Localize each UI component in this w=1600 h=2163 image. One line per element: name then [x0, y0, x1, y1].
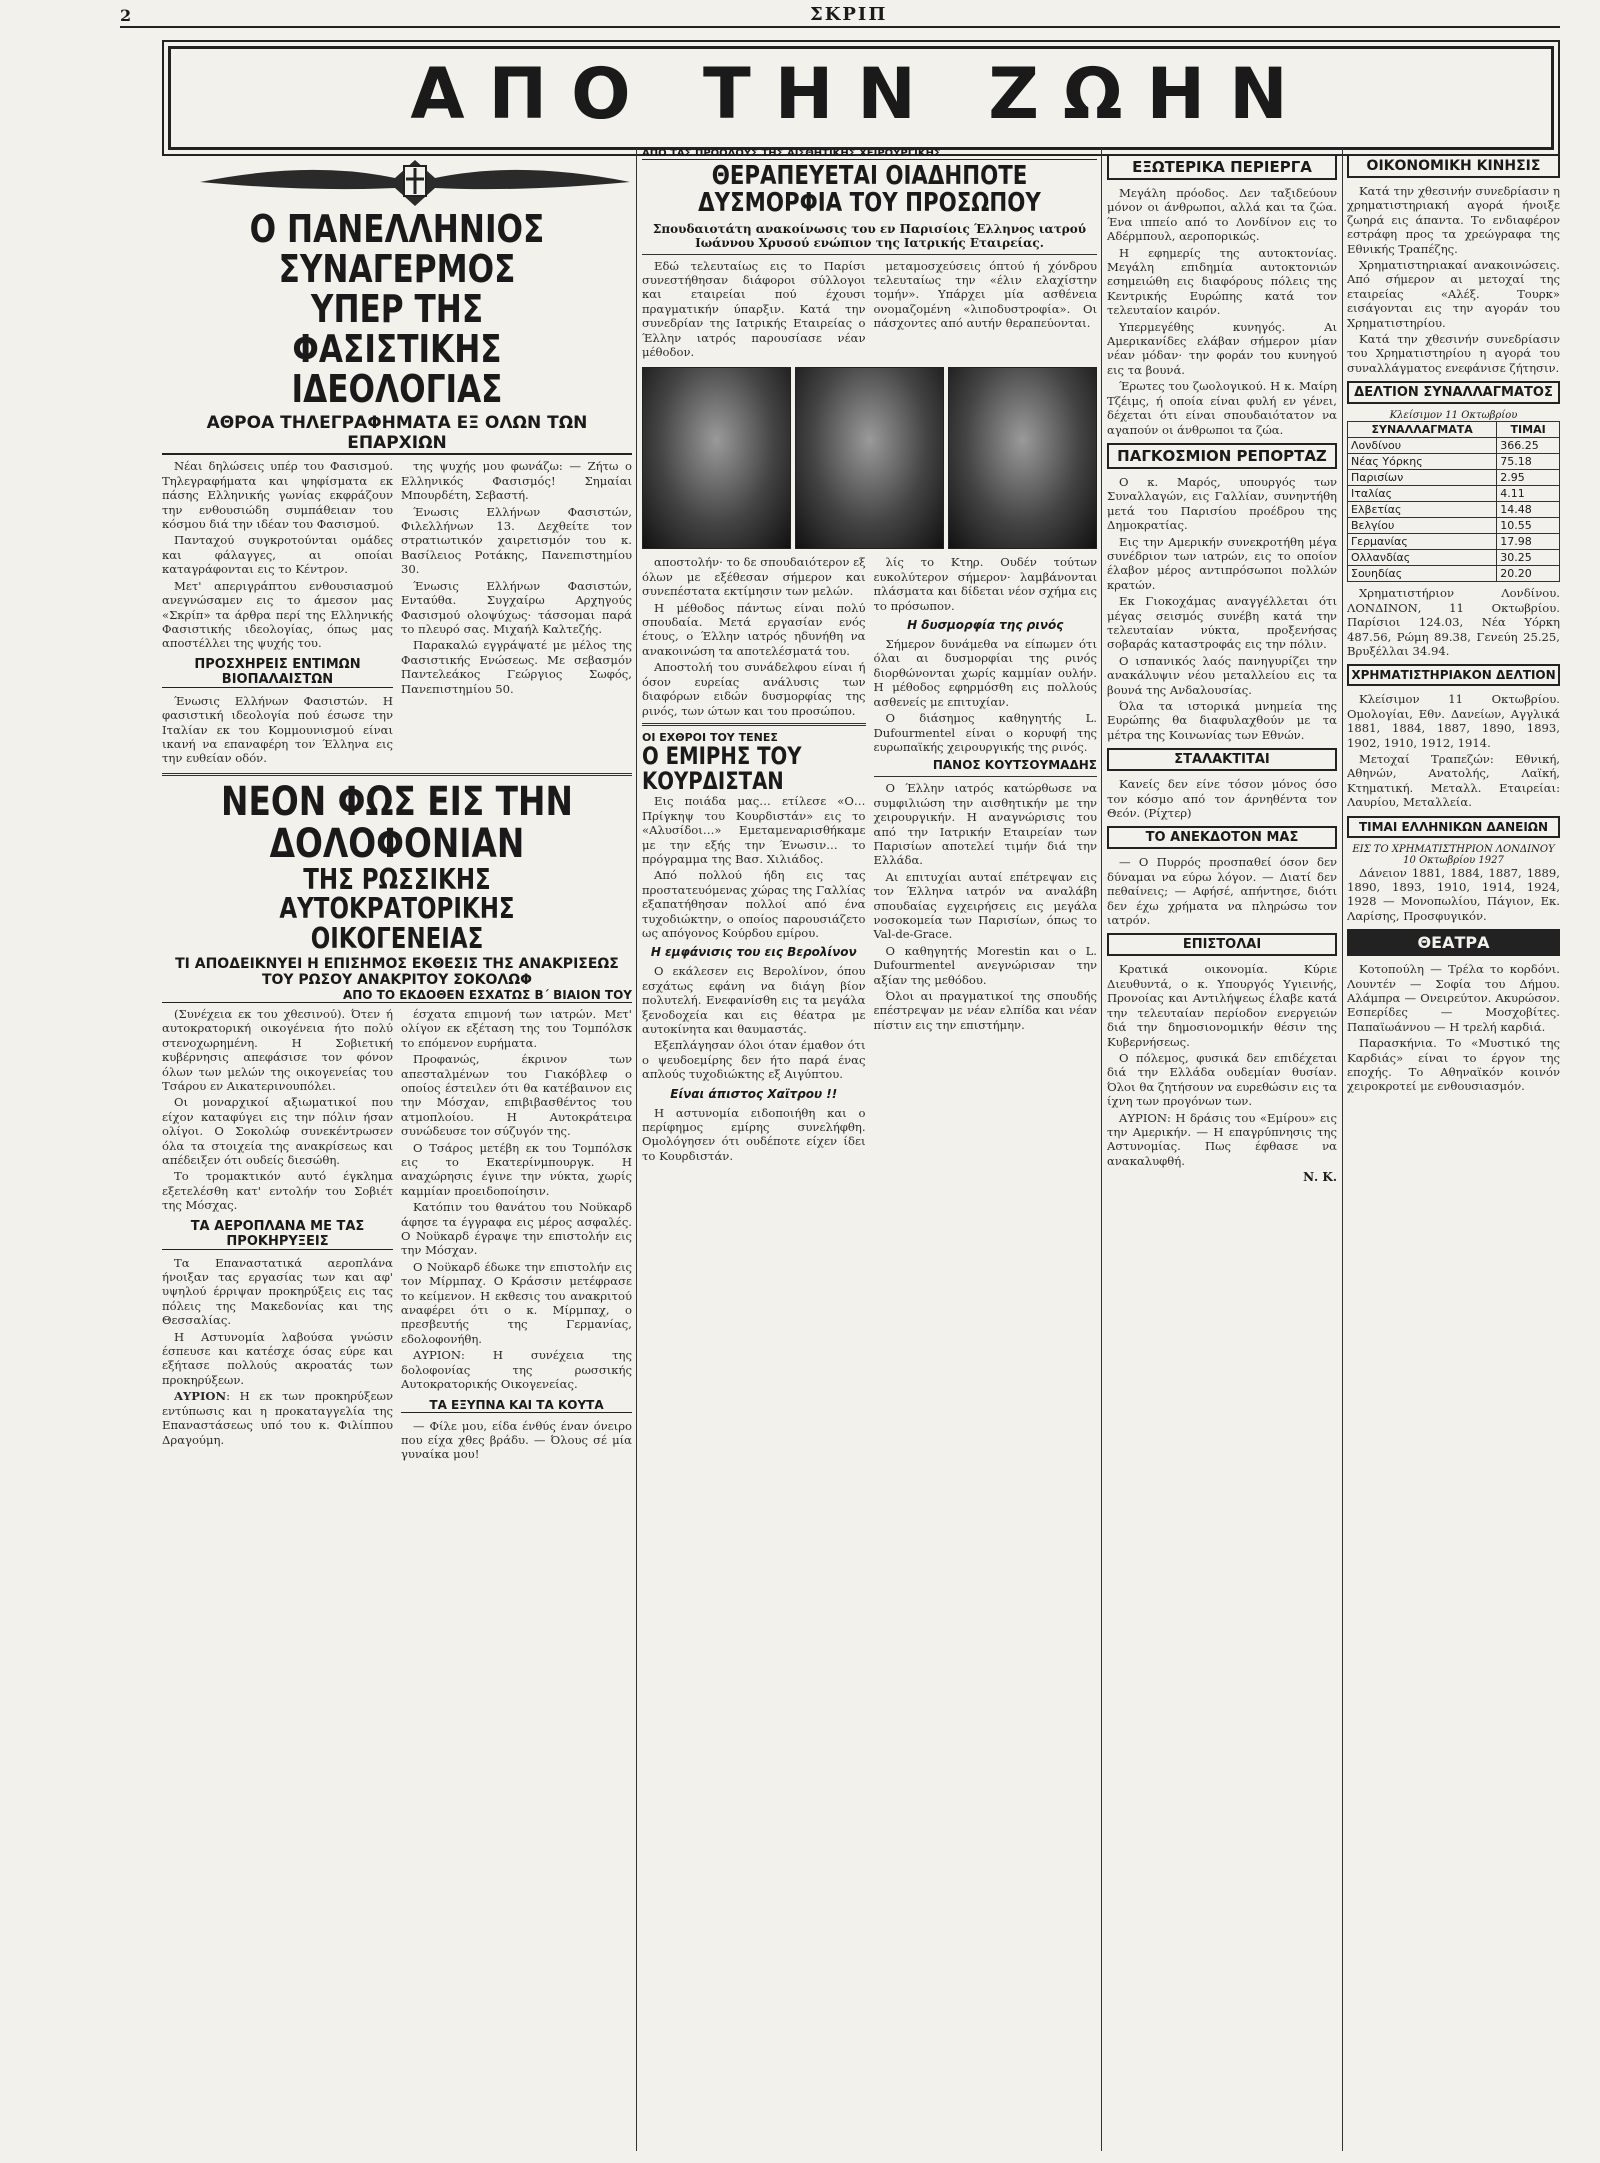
body-text: μεταμοσχεύσεις όπτού ή χόνδρου τελευταίως την «έλιν ελαχίστην τομήν». Υπάρχει μία ασθένεια ονομαζομένη «λιποδυστροφία». Οι πάσχοντες από αυτήν θεραπεύονται. — [873, 258, 1097, 331]
page-number: 2 — [120, 6, 132, 25]
author: ΠΑΝΟΣ ΚΟΥΤΣΟΥΜΑΔΗΣ — [932, 758, 1097, 773]
column-rule — [636, 148, 637, 2151]
subhead-sokolof: ΤΙ ΑΠΟΔΕΙΚΝΥΕΙ Η ΕΠΙΣΗΜΟΣ ΕΚΘΕΣΙΣ ΤΗΣ ΑΝΑΚΡΙΣΕΩΣ ΤΟΥ ΡΩΣΟΥ ΑΝΑΚΡΙΤΟΥ ΣΟΚΟΛΩΦ — [175, 955, 619, 988]
body-text: Ο εκάλεσεν εις Βερολίνον, όπου εσχάτως εφάνη να διάγη βίον πολυτελή. Ενεφανίσθη εις τα μεγάλα ξενοδοχεία και εις θέατρα με αυτοκίνητα και θαυμαστάς. — [642, 964, 866, 1036]
banner-title: ΑΠΟ ΤΗΝ ΖΩΗΝ — [410, 53, 1312, 135]
body-text: έσχατα επιμονή των ιατρών. Μετ' ολίγον εκ εξέταση της του Τομπόλσκ το επόμενον ευρήματα. — [401, 1006, 632, 1050]
kicker: ΑΠΟ ΤΑΣ ΠΡΟΟΔΟΥΣ ΤΗΣ ΑΙΣΘΗΤΙΚΗΣ ΧΕΙΡΟΥΡΓΙΚΗΣ — [642, 148, 1097, 160]
subhead-aeroplana: ΤΑ ΑΕΡΟΠΛΑΝΑ ΜΕ ΤΑΣ ΠΡΟΚΗΡΥΞΕΙΣ — [162, 1219, 393, 1250]
body-text: Η εφημερίς της αυτοκτονίας. Μεγάλη επιδημία αυτοκτονιών εσημειώθη εις διαφόρους πόλεις της Κεντρικής Ευρώπης κατά τον τελευταίον καιρόν. — [1107, 245, 1337, 318]
body-text: Εδώ τελευταίως εις το Παρίσι συνεστήθησαν διάφοροι σύλλογοι και εταιρείαι πού έχουσι πραγματικήν ύπαρξιν. Κατά την συνεδρίαν της Ιατρικής Εταιρείας ο Έλλην ιατρός παρουσίασε νέαν μέθοδον. — [642, 258, 866, 360]
headline-emiris: Ο ΕΜΙΡΗΣ ΤΟΥ ΚΟΥΡΔΙΣΤΑΝ — [642, 741, 802, 796]
column-right-2 — [1347, 148, 1560, 2153]
exchange-table — [1347, 421, 1560, 582]
kicker-emiris: ΟΙ ΕΧΘΡΟΙ ΤΟΥ ΤΕΝΕΣ — [642, 730, 778, 744]
body-text: Σήμερον δυνάμεθα να είπωμεν ότι όλαι αι δυσμορφίαι της ρινός διορθώνονται χωρίς καμμίαν ουλήν. Η μέθοδος εφηρμόσθη εις πολλούς ασθενείς με επιτυχίαν. — [873, 637, 1097, 709]
body-text: Χρηματιστηριακαί ανακοινώσεις. Από σήμερον αι μετοχαί της εταιρείας «Αλέξ. Τουρκ» εισάγονται εις την αγοράν του Χρηματιστηρίου. — [1347, 258, 1560, 330]
subhead-apistos: Είναι άπιστος Χαϊτρου !! — [670, 1086, 838, 1101]
page-header — [120, 6, 1560, 28]
headline-rossikis: ΤΗΣ ΡΩΣΣΙΚΗΣ ΑΥΤΟΚΡΑΤΟΡΙΚΗΣ ΟΙΚΟΓΕΝΕΙΑΣ — [279, 862, 515, 955]
body-text: ΑΥΡΙΟΝ: Η εκ των προκηρύξεων εντύπωσις και η προκαταγγελία της Επαναστάσεως υπό του κ. Φιλίππου Δραγούμη. — [162, 1389, 393, 1447]
table-header: ΤΙΜΑΙ — [1497, 422, 1560, 438]
body-text: — Ο Πυρρός προσπαθεί όσον δεν δύναμαι να εύρω λόγον. — Διατί δεν πεθαίνεις; — Αφήσέ, απήντησε, διότι δεν έχω χρήματα να πληρώσω τον ιατρόν. — [1107, 855, 1337, 928]
table-row — [1348, 486, 1560, 502]
table-cell: 4.11 — [1497, 486, 1560, 502]
body-text: Η Αστυνομία λαβούσα γνώσιν έσπευσε και κατέσχε όσας εύρε και εξήτασε πολλούς ακροατάς των προκηρύξεων. — [162, 1329, 393, 1387]
body-text: Κοτοπούλη — Τρέλα το κορδόνι. Λουντέν — Σοφία του Δήμου. Αλάμπρα — Ονειρεύτον. Ακυρώσον. Εσπερίδες — Μοσχοβίτες. Παπαϊωάννου — Η τρελή καρδιά. — [1347, 962, 1560, 1034]
photo-face-2 — [795, 367, 944, 549]
body-text: Εις ποιάδα μας… ετίλεσε «Ο… Πρίγκηψ του Κουρδιστάν» εις το «Αλυσίδοι…» Εμεταμεναρισθήκαμε με την εξής την Ένωσιν… το πρόγραμμα της Βασ. Χιλιάδος. — [642, 794, 866, 866]
table-row — [1348, 454, 1560, 470]
deck: Σπουδαιοτάτη ανακοίνωσις του εν Παρισίοις Έλληνος ιατρού Ιωάννου Χρυσού ενώπιον της Ιατρικής Εταιρείας. — [652, 221, 1087, 250]
table-row — [1348, 518, 1560, 534]
body-text: Ο κ. Μαρός, υπουργός των Συναλλαγών, εις Γαλλίαν, συνηντήθη μετά του Παρισίου προέδρου της Δημοκρατίας. — [1107, 474, 1337, 533]
section-synallagmatos: ΔΕΛΤΙΟΝ ΣΥΝΑΛΛΑΓΜΑΤΟΣ — [1347, 381, 1560, 404]
table-cell: 2.95 — [1497, 470, 1560, 486]
signature: Ν. Κ. — [1303, 1170, 1337, 1185]
body-text: Εξεπλάγησαν όλοι όταν έμαθον ότι ο ψευδοεμίρης δεν ήτο παρά ένας απλούς τυχοδιώκτης εξ Αιγύπτου. — [642, 1038, 866, 1082]
table-cell: Σουηδίας — [1348, 566, 1497, 582]
body-text: Ο καθηγητής Morestin και ο L. Dufourmentel ανεγνώρισαν την αξίαν της μεθόδου. — [873, 943, 1097, 987]
body-text: Παρακαλώ εγγράψατέ με μέλος της Φασιστικής Ενώσεως. Με σεβασμόν Παντελεάκος Γεώργιος Σωφός, Πανεπιστημίου 50. — [401, 638, 632, 696]
subhead-exypna: ΤΑ ΕΞΥΠΝΑ ΚΑΙ ΤΑ ΚΟΥΤΑ — [401, 1398, 632, 1413]
body-text: Πανταχού συγκροτούνται ομάδες και φάλαγγες, αι οποίαι καταγράφονται εις το Κέντρον. — [162, 533, 393, 577]
body-text: Μετοχαί Τραπεζών: Εθνική, Αθηνών, Ανατολής, Λαϊκή, Κτηματική. Μεταλλ. Εταιρείαι: Λαυρίου, Μεταλλεία. — [1347, 751, 1560, 810]
column-rule — [1342, 148, 1343, 2151]
photo-faces — [642, 367, 1097, 549]
section-deltion: ΧΡΗΜΑΤΙΣΤΗΡΙΑΚΟΝ ΔΕΛΤΙΟΝ — [1347, 664, 1560, 686]
subhead-rinos: Η δυσμορφία της ρινός — [907, 618, 1064, 633]
body-text: Ο διάσημος καθηγητής L. Dufourmentel είναι ο κορυφή της ευρωπαϊκής χειρουργικής της ρινός. — [873, 711, 1097, 754]
table-cell: 14.48 — [1497, 502, 1560, 518]
body-text: Όλοι αι πραγματικοί της σπουδής επέστρεψαν με νέαν ελπίδα και νέαν πίστιν εις την επιστήμην. — [873, 989, 1097, 1032]
table-cell: Γερμανίας — [1348, 534, 1497, 550]
column-left — [162, 210, 632, 2153]
table-row — [1348, 550, 1560, 566]
photo-face-3 — [948, 367, 1097, 549]
section-banner — [168, 46, 1554, 150]
eagle-emblem-icon — [190, 152, 640, 212]
table-cell: Ελβετίας — [1348, 502, 1497, 518]
masthead: ΣΚΡΙΠ — [810, 4, 888, 25]
table-cell: Βελγίου — [1348, 518, 1497, 534]
section-epistolai: ΕΠΙΣΤΟΛΑΙ — [1107, 933, 1337, 956]
table-cell: 75.18 — [1497, 454, 1560, 470]
headline-fasistikis: ΥΠΕΡ ΤΗΣ ΦΑΣΙΣΤΙΚΗΣ ΙΔΕΟΛΟΓΙΑΣ — [291, 286, 503, 411]
body-text: Ο Νοϋκαρδ έδωκε την επιστολήν εις τον Μίρμπαχ. Ο Κράσσιν μετέφρασε το κείμενον. Η εκθεσις του ανακριτού αναφέρει ότι ο κ. Μίρμπαχ, ο πρεσβευτής της Γερμανίας, εδολοφονήθη. — [401, 1259, 632, 1346]
table-row — [1348, 534, 1560, 550]
body-text: Ο ισπανικός λαός πανηγυρίζει την ανακάλυψιν νέου μεταλλείου εις τα βουνά της Ανδαλουσίας. — [1107, 653, 1337, 697]
column-center — [642, 148, 1097, 2153]
body-text: Ένωσις Ελλήνων Φασιστών. Η φασιστική ιδεολογία πού έσωσε την Ιταλίαν εκ του Κομμουνισμού είναι ικανή να επαναφέρη τον Έλληνα εις την ευθείαν οδόν. — [162, 693, 393, 766]
body-text: Ένωσις Ελλήνων Φασιστών, Ενταύθα. Συγχαίρω Αρχηγούς Φασισμού ολοψύχως· τάσσομαι παρά το πλευρό σας. Μιχαήλ Καλτεζής. — [401, 578, 632, 636]
body-text: Κατόπιν του θανάτου του Νοϋκαρδ άφησε τα έγγραφα εις μέρος ασφαλές. Ο Νοϋκαρδ έγραψε την επιστολήν εις την Μόσχαν. — [401, 1200, 632, 1258]
section-stalaktitai: ΣΤΑΛΑΚΤΙΤΑΙ — [1107, 748, 1337, 771]
table-cell: 17.98 — [1497, 534, 1560, 550]
section-reportaz: ΠΑΓΚΟΣΜΙΟΝ ΡΕΠΟΡΤΑΖ — [1107, 443, 1337, 469]
table-cell: 10.55 — [1497, 518, 1560, 534]
body-text: Μετ' απεριγράπτου ενθουσιασμού ανεγνώσαμεν εις το άμεσον μας «Σκρίπ» τα άρθρα περί της Ελληνικής Φασιστικής ιδεολογίας, όπως μας αποστέλλει της ψυχής του. — [162, 578, 393, 651]
table-header: ΣΥΝΑΛΛΑΓΜΑΤΑ — [1348, 422, 1497, 438]
section-anekdoton: ΤΟ ΑΝΕΚΔΟΤΟΝ ΜΑΣ — [1107, 826, 1337, 849]
daneia-sub: ΕΙΣ ΤΟ ΧΡΗΜΑΤΙΣΤΗΡΙΟΝ ΛΟΝΔΙΝΟΥ — [1352, 843, 1555, 855]
table-row — [1348, 470, 1560, 486]
table-cell: Ολλανδίας — [1348, 550, 1497, 566]
subhead-verolinon: Η εμφάνισις του εις Βερολίνον — [650, 945, 857, 960]
section-theatra: ΘΕΑΤΡΑ — [1347, 929, 1560, 956]
body-text: Αποστολή του συνάδελφου είναι ή όσον ευρείας ανάλυσις των διαφόρων ειδών δυσμορφίας της ρινός, των ώτων και του προσώπου. — [642, 660, 866, 718]
body-text: Ο Τσάρος μετέβη εκ του Τομπόλσκ εις το Εκατερίνμπουργκ. Η αναχώρησις έγινε την νύκτα, χωρίς καμμίαν προειδοποίησιν. — [401, 1140, 632, 1198]
body-text: Αι επιτυχίαι αυταί επέτρεψαν εις τον Έλληνα ιατρόν να αναλάβη σπουδαίας εγχειρήσεις εις μεγάλα νοσοκομεία των Παρισίων, όπως το Val-de-Grace. — [873, 869, 1097, 942]
body-text: Δάνειον 1881, 1884, 1887, 1889, 1890, 1893, 1910, 1914, 1924, 1928 — Μονοπωλίου, Πάγιον, Εκ. Λαρίσης, Προσφυγικόν. — [1347, 865, 1560, 923]
section-daneia: ΤΙΜΑΙ ΕΛΛΗΝΙΚΩΝ ΔΑΝΕΙΩΝ — [1347, 816, 1560, 838]
column-rule — [1101, 148, 1102, 2151]
body-text: Κρατικά οικονομία. Κύριε Διευθυντά, ο κ. Υπουργός Υγιεινής, Προνοίας και Αντιλήψεως έλαβε κατά την τελευταίαν περίοδον ενεργειών διά την δημοσιονομικήν θέσιν της Κυβερνήσεως. — [1107, 962, 1337, 1049]
body-text: Τα Επαναστατικά αεροπλάνα ήνοιξαν τας εργασίας των και αφ' υψηλού έρριψαν προκηρύξεις εις τας πόλεις της Μακεδονίας και της Θεσσαλίας. — [162, 1255, 393, 1328]
table-cell: 30.25 — [1497, 550, 1560, 566]
section-exoterika: ΕΞΩΤΕΡΙΚΑ ΠΕΡΙΕΡΓΑ — [1107, 154, 1337, 180]
body-text: της ψυχής μου φωνάζω: — Ζήτω ο Ελληνικός Φασισμός! Σημαίαι Μπουρδέτη, Σεβαστή. — [401, 459, 632, 503]
body-text: Παρασκήνια. Το «Μυστικό της Καρδιάς» είναι το έργον της εποχής. Το Αθηναϊκόν κοινόν χειροκροτεί με ενθουσιασμόν. — [1347, 1036, 1560, 1094]
body-text: Χρηματιστήριον Λονδίνου. ΛΟΝΔΙΝΟΝ, 11 Οκτωβρίου. Παρίσιοι 124.03, Νέα Υόρκη 487.56, Ρώμη 89.38, Γενεύη 25.25, Βρυξέλλαι 34.94. — [1347, 586, 1560, 658]
body-text: Ένωσις Ελλήνων Φασιστών, Φιλελλήνων 13. Δεχθείτε τον στρατιωτικόν χαιρετισμόν του κ. Βασίλειος Ροτάκης, Πανεπιστημίου 30. — [401, 504, 632, 577]
body-text: Από πολλού ήδη εις τας προστατευόμενας χώρας της Γαλλίας εξαπατήθησαν πολλοί από ένα τυχοδιώκτην, ο οποίος παρουσιάζετο ως απόγονος Κούρδου εμίρου. — [642, 868, 866, 940]
body-text: ΑΥΡΙΟΝ: Η δράσις του «Εμίρου» εις την Αμερικήν. — Η επαγρύπνησις της Αστυνομίας. Πως έφθασε να ανακαλυφθή. — [1107, 1110, 1337, 1168]
body-text: Κανείς δεν είνε τόσον μόνος όσο τον κόσμο από τον άρνηθέντα τον Θεόν. (Ρίχτερ) — [1107, 777, 1337, 821]
side-label: ΠΡΟΣΧΗΡΕΙΣ ΕΝΤΙΜΩΝ ΒΙΟΠΑΛΑΙΣΤΩΝ — [162, 657, 393, 688]
body-text: Υπερμεγέθης κυνηγός. Αι Αμερικανίδες ελάβαν σήμερον μίαν νέαν μόδαν· την φοράν του κυνηγού εις τα βουνά. — [1107, 319, 1337, 377]
body-text: Ο πόλεμος, φυσικά δεν επιδέχεται διά την Ελλάδα ουδεμίαν θυσίαν. Όλοι θα ζητήσουν να ευρεθώσιν εις τα ίχνη των προγόνων των. — [1107, 1050, 1337, 1109]
headline-neon-fos: ΝΕΟΝ ΦΩΣ ΕΙΣ ΤΗΝ ΔΟΛΟΦΟΝΙΑΝ — [221, 778, 573, 867]
table-cell: 366.25 — [1497, 438, 1560, 454]
table-cell: Παρισίων — [1348, 470, 1497, 486]
body-text: λίς το Κτηρ. Ουδέν τούτων ευκολύτερον σήμερον· λαμβάνονται πλάσματα και δίδεται νέον σχήμα εις το πρόσωπον. — [873, 555, 1097, 613]
table-row — [1348, 502, 1560, 518]
headline-synagermos: Ο ΠΑΝΕΛΛΗΝΙΟΣ ΣΥΝΑΓΕΡΜΟΣ — [249, 210, 545, 291]
table-row — [1348, 438, 1560, 454]
body-text: — Φίλε μου, είδα ένθύς έναν όνειρο που είχα χθες βράδυ. — Όλους σέ μία γυναίκα μου! — [401, 1418, 632, 1462]
table-cell: Λονδίνου — [1348, 438, 1497, 454]
footer-label: ΑΥΡΙΟΝ — [174, 1389, 227, 1404]
body-text: Εις την Αμερικήν συνεκροτήθη μέγα συνέδριον των ιατρών, εις το οποίον έλαβον μέρος αντιπρόσωποι πολλών κρατών. — [1107, 534, 1337, 592]
table-row — [1348, 566, 1560, 582]
body-text: Έρωτες του ζωολογικού. Η κ. Μαίρη Τζέιμς, ή οποία είναι φυλή εν γένει, δέχεται ότι είναι σπουδαιότατον να αγαπούν οι άνθρωποι τα ζώα. — [1107, 379, 1337, 437]
section-oikonomiki: ΟΙΚΟΝΟΜΙΚΗ ΚΙΝΗΣΙΣ — [1347, 154, 1560, 178]
body-text: Το τρομακτικόν αυτό έγκλημα εξετελέσθη κατ' εντολήν του Σοβιέτ της Μόσχας. — [162, 1169, 393, 1213]
table-cell: Ιταλίας — [1348, 486, 1497, 502]
table-cell: 20.20 — [1497, 566, 1560, 582]
byline: ΑΠΟ ΤΟ ΕΚΔΟΘΕΝ ΕΣΧΑΤΩΣ Β΄ ΒΙΑΙΟΝ ΤΟΥ — [162, 988, 632, 1003]
body-text: Προφανώς, έκρινον των απεσταλμένων του Γιακόβλεφ ο οποίος έστειλεν ότι θα κατέβαινον εις την Μόσχαν, επιβιβασθέντος του ατμοπλοίου. Η Αυτοκράτειρα συνώδευσε τον σύζυγόν της. — [401, 1052, 632, 1139]
body-text: Νέαι δηλώσεις υπέρ του Φασισμού. Τηλεγραφήματα και ψηφίσματα εκ πάσης Ελληνικής γωνίας εκφράζουν την ενθουσιώδη συμπάθειαν του κόσμου διά την ιδέαν του Φασισμού. — [162, 459, 393, 532]
body-text: Μεγάλη πρόοδος. Δεν ταξιδεύουν μόνον οι άνθρωποι, αλλά και τα ζώα. Ένα ιππείο από το Λονδίνον εις το Αδέρμπουλ, αεροπορικώς. — [1107, 186, 1337, 244]
table-cell: Νέας Υόρκης — [1348, 454, 1497, 470]
body-text: Κατά την χθεσινήν συνεδρίασιν του Χρηματιστηρίου η αγορά του συναλλάγματος ενεφάνισε ζήτησιν. — [1347, 332, 1560, 375]
date-label-2: 10 Οκτωβρίου 1927 — [1403, 854, 1504, 866]
body-text: (Συνέχεια εκ του χθεσινού). Ότεν ή αυτοκρατορική οικογένεια ήτο πολύ στενοχωρημένη. Η Σοβιετική κυβέρνησις απεφάσισε τον φόνον όλων των μελών της οικογενείας του Τσάρου εν Αικατερινουπόλει. — [162, 1006, 393, 1093]
body-text: Κλείσιμον 11 Οκτωβρίου. Ομολογίαι, Εθν. Δανείων, Αγγλικά 1881, 1884, 1887, 1890, 1893, 1902, 1910, 1912, 1914. — [1347, 692, 1560, 750]
photo-face-1 — [642, 367, 791, 549]
body-text: Οι μοναρχικοί αξιωματικοί που είχον καταφύγει εις την πόλιν ήσαν ολίγοι. Ο Σοκολώφ συνεκέντρωσεν όλα τα στοιχεία της ανακρίσεως και απέδειξεν ότι ουδείς διεσώθη. — [162, 1095, 393, 1167]
body-text: Ο Έλλην ιατρός κατώρθωσε να συμφιλιώση την αισθητικήν με την χειρουργικήν. Η αναγνώρισις του από την Ιατρικήν Εταιρείαν των Παρισίων αποτελεί τιμήν διά την Ελλάδα. — [873, 781, 1097, 868]
body-text: Κατά την χθεσινήν συνεδρίασιν η χρηματιστηριακή αγορά ήνοιξε ζωηρά εις άπαντα. Το ενδιαφέρον εστράφη προς τα χρεώγραφα της Εθνικής Τραπέζης. — [1347, 184, 1560, 256]
subhead-tilegrafimata: ΑΘΡΟΑ ΤΗΛΕΓΡΑΦΗΜΑΤΑ ΕΞ ΟΛΩΝ ΤΩΝ ΕΠΑΡΧΙΩΝ — [162, 413, 632, 455]
body-text: Όλα τα ιστορικά μνημεία της Ευρώπης θα διαφυλαχθούν με τα μέτρα της Κοινωνίας των Εθνών. — [1107, 699, 1337, 742]
headline-therapeuetai: ΘΕΡΑΠΕΥΕΤΑΙ ΟΙΑΔΗΠΟΤΕ ΔΥΣΜΟΡΦΙΑ ΤΟΥ ΠΡΟΣΩΠΟΥ — [698, 161, 1041, 219]
body-text: αποστολήν· το δε σπουδαιότερον εξ όλων με εξέθεσαν σήμερον και συνεπέστατα εκτίμησιν των μελών. — [642, 555, 866, 599]
body-text: Η μέθοδος πάντως είναι πολύ σπουδαία. Μετά εργασίαν ενός έτους, ο Έλλην ιατρός ηδυνήθη να ανακοινώση τα αποτελέσματά του. — [642, 600, 866, 658]
column-right-1 — [1107, 148, 1337, 2153]
body-text: Η αστυνομία ειδοποιήθη και ο περίφημος εμίρης συνελήφθη. Ομολόγησεν ότι ουδέποτε είχεν ίδει το Κουρδιστάν. — [642, 1105, 866, 1163]
body-text: Εκ Γιοκοχάμας αναγγέλλεται ότι μέγας σεισμός συνέβη κατά την τελευταίαν νύκτα, προξενήσας σοβαράς καταστροφάς εις την πόλιν. — [1107, 594, 1337, 652]
date-label: Κλείσιμον 11 Οκτωβρίου — [1389, 410, 1518, 422]
body-text: ΑΥΡΙΟΝ: Η συνέχεια της δολοφονίας της ρωσσικής Αυτοκρατορικής Οικογενείας. — [401, 1348, 632, 1392]
